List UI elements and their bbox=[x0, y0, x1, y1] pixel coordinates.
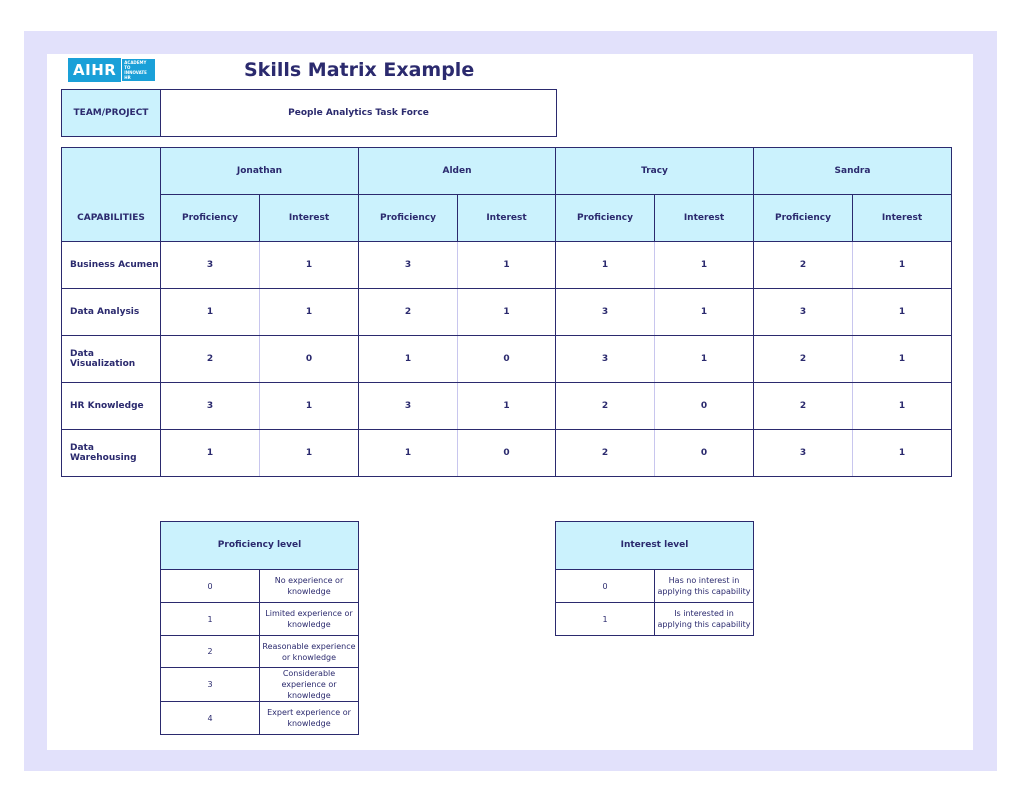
score-cell: 3 bbox=[556, 289, 655, 336]
score-cell: 1 bbox=[556, 242, 655, 289]
interest-legend-title: Interest level bbox=[556, 522, 754, 570]
score-cell: 3 bbox=[359, 383, 458, 430]
score-cell: 1 bbox=[853, 242, 952, 289]
score-cell: 2 bbox=[556, 383, 655, 430]
interest-subheader: Interest bbox=[655, 195, 754, 242]
score-cell: 1 bbox=[655, 336, 754, 383]
proficiency-legend-table bbox=[160, 521, 359, 735]
score-cell: 1 bbox=[260, 383, 359, 430]
legend-row bbox=[161, 636, 359, 668]
table-row bbox=[62, 289, 952, 336]
person-header-tracy: Tracy bbox=[556, 148, 754, 195]
legend-description: Has no interest in applying this capability bbox=[655, 570, 754, 603]
team-project-table bbox=[61, 89, 557, 137]
score-cell: 1 bbox=[260, 242, 359, 289]
proficiency-subheader: Proficiency bbox=[754, 195, 853, 242]
capability-label: Data Visualization bbox=[62, 336, 161, 383]
interest-subheader: Interest bbox=[458, 195, 556, 242]
score-cell: 0 bbox=[655, 383, 754, 430]
team-project-value: People Analytics Task Force bbox=[161, 90, 557, 137]
score-cell: 2 bbox=[161, 336, 260, 383]
legend-level: 0 bbox=[556, 570, 655, 603]
legend-row bbox=[161, 668, 359, 702]
table-row bbox=[62, 242, 952, 289]
interest-subheader: Interest bbox=[853, 195, 952, 242]
capability-label: Data Analysis bbox=[62, 289, 161, 336]
score-cell: 1 bbox=[853, 383, 952, 430]
score-cell: 1 bbox=[260, 430, 359, 477]
score-cell: 1 bbox=[853, 336, 952, 383]
proficiency-subheader: Proficiency bbox=[359, 195, 458, 242]
score-cell: 3 bbox=[754, 289, 853, 336]
logo-tagline: ACADEMY TO INNOVATE HR bbox=[121, 58, 156, 82]
score-cell: 2 bbox=[754, 336, 853, 383]
score-cell: 1 bbox=[458, 289, 556, 336]
score-cell: 1 bbox=[260, 289, 359, 336]
legend-level: 0 bbox=[161, 570, 260, 603]
score-cell: 3 bbox=[754, 430, 853, 477]
page-title: Skills Matrix Example bbox=[244, 59, 475, 81]
score-cell: 1 bbox=[655, 289, 754, 336]
legend-level: 2 bbox=[161, 636, 260, 668]
legend-description: Limited experience or knowledge bbox=[260, 603, 359, 636]
proficiency-subheader: Proficiency bbox=[161, 195, 260, 242]
score-cell: 2 bbox=[359, 289, 458, 336]
legend-level: 1 bbox=[161, 603, 260, 636]
skills-matrix-table bbox=[61, 147, 952, 477]
person-header-jonathan: Jonathan bbox=[161, 148, 359, 195]
person-header-alden: Alden bbox=[359, 148, 556, 195]
capabilities-header: CAPABILITIES bbox=[62, 148, 161, 242]
score-cell: 2 bbox=[556, 430, 655, 477]
legend-level: 3 bbox=[161, 668, 260, 702]
score-cell: 0 bbox=[260, 336, 359, 383]
legend-description: Considerable experience or knowledge bbox=[260, 668, 359, 702]
score-cell: 0 bbox=[458, 430, 556, 477]
proficiency-legend-title: Proficiency level bbox=[161, 522, 359, 570]
aihr-logo bbox=[68, 58, 156, 82]
score-cell: 1 bbox=[359, 336, 458, 383]
legend-description: Reasonable experience or knowledge bbox=[260, 636, 359, 668]
legend-row bbox=[556, 570, 754, 603]
interest-subheader: Interest bbox=[260, 195, 359, 242]
score-cell: 0 bbox=[458, 336, 556, 383]
score-cell: 1 bbox=[359, 430, 458, 477]
person-header-sandra: Sandra bbox=[754, 148, 952, 195]
legend-row bbox=[556, 603, 754, 636]
legend-description: No experience or knowledge bbox=[260, 570, 359, 603]
score-cell: 3 bbox=[161, 242, 260, 289]
team-project-label: TEAM/PROJECT bbox=[62, 90, 161, 137]
legend-level: 4 bbox=[161, 702, 260, 735]
score-cell: 2 bbox=[754, 242, 853, 289]
table-row bbox=[62, 383, 952, 430]
score-cell: 3 bbox=[359, 242, 458, 289]
capability-label: Business Acumen bbox=[62, 242, 161, 289]
legend-description: Expert experience or knowledge bbox=[260, 702, 359, 735]
table-row bbox=[62, 336, 952, 383]
interest-legend-table bbox=[555, 521, 754, 636]
capability-label: HR Knowledge bbox=[62, 383, 161, 430]
score-cell: 0 bbox=[655, 430, 754, 477]
score-cell: 1 bbox=[161, 289, 260, 336]
score-cell: 1 bbox=[853, 289, 952, 336]
legend-description: Is interested in applying this capability bbox=[655, 603, 754, 636]
score-cell: 3 bbox=[556, 336, 655, 383]
proficiency-subheader: Proficiency bbox=[556, 195, 655, 242]
score-cell: 3 bbox=[161, 383, 260, 430]
score-cell: 1 bbox=[458, 383, 556, 430]
logo-brand: AIHR bbox=[73, 61, 117, 79]
score-cell: 2 bbox=[754, 383, 853, 430]
score-cell: 1 bbox=[655, 242, 754, 289]
legend-row bbox=[161, 570, 359, 603]
legend-level: 1 bbox=[556, 603, 655, 636]
table-row bbox=[62, 430, 952, 477]
capability-label: Data Warehousing bbox=[62, 430, 161, 477]
score-cell: 1 bbox=[853, 430, 952, 477]
score-cell: 1 bbox=[161, 430, 260, 477]
legend-row bbox=[161, 603, 359, 636]
score-cell: 1 bbox=[458, 242, 556, 289]
legend-row bbox=[161, 702, 359, 735]
